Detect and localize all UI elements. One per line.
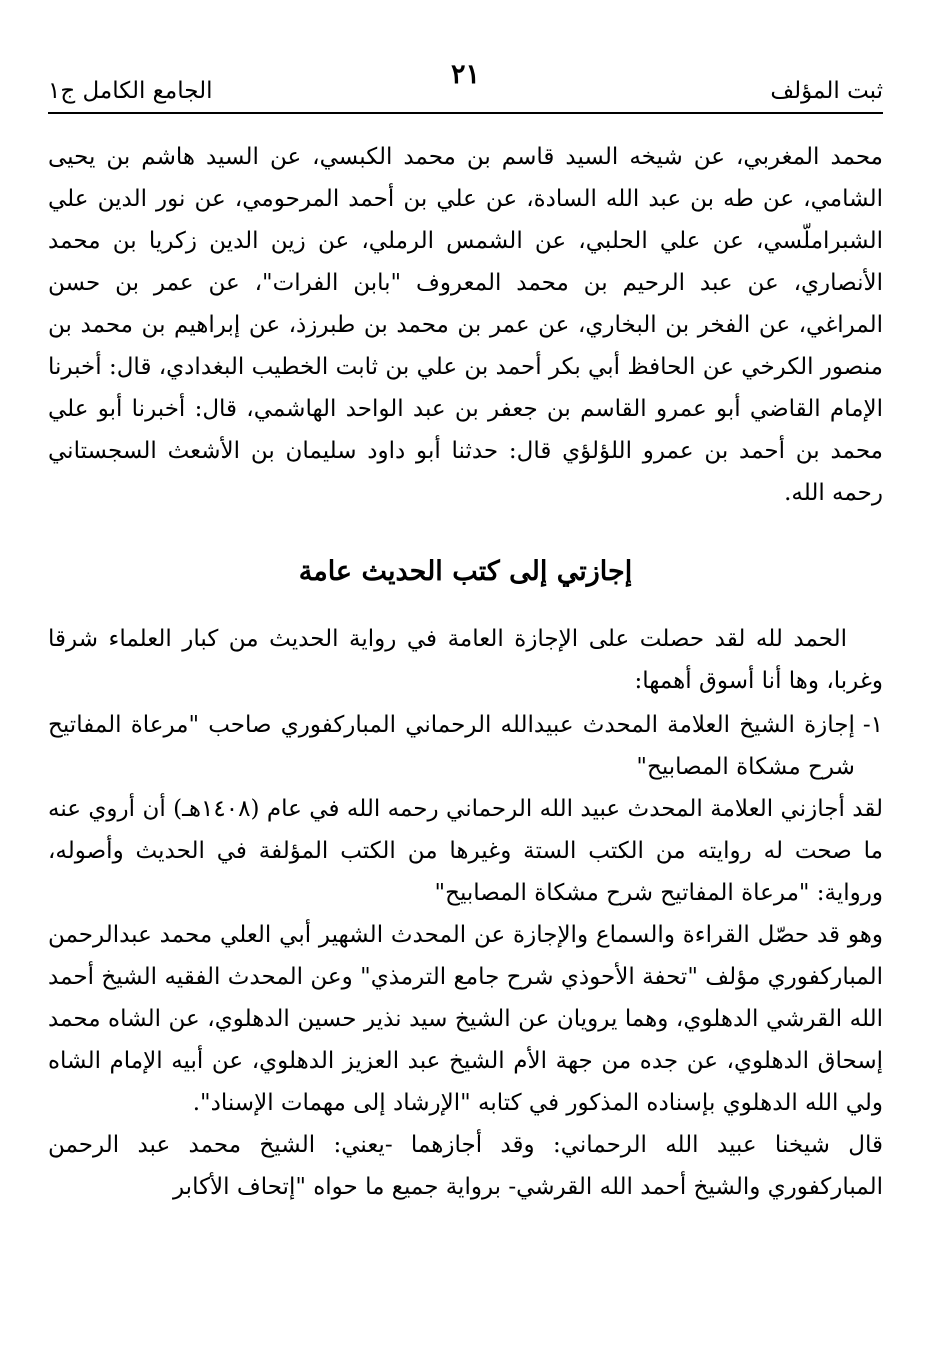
list-item [48,704,883,788]
header-book-title-left: الجامع الكامل ج١ [48,78,213,104]
quote-paragraph: قال شيخنا عبيد الله الرحماني: وقد أجازهما -يعني: الشيخ محمد عبد الرحمن المباركفوري والشيخ أحمد الله القرشي- برواية جميع ما حواه "إتحاف الأكابر [48,1132,883,1200]
section-heading: إجازتي إلى كتب الحديث عامة [298,556,633,587]
chain-paragraph: محمد المغربي، عن شيخه السيد قاسم بن محمد الكبسي، عن السيد هاشم بن يحيى الشامي، عن طه بن عبد الله السادة، عن علي بن أحمد المرحومي، عن نور الدين علي الشبراملّسي، عن علي الحلبي، عن الشمس الرملي، عن زين الدين زكريا بن محمد الأنصاري، عن عبد الرحيم بن محمد المعروف "بابن الفرات"، عن عمر بن حسن المراغي، عن الفخر بن البخاري، عن عمر بن محمد بن طبرزذ، عن إبراهيم بن محمد بن منصور الكرخي عن الحافظ أبي بكر أحمد بن علي بن ثابت الخطيب البغدادي، قال: أخبرنا الإمام القاضي أبو عمرو القاسم بن جعفر بن عبد الواحد الهاشمي، قال: أخبرنا أبو علي محمد بن أحمد بن عمرو اللؤلؤي قال: حدثنا أبو داود سليمان بن الأشعث السجستاني رحمه الله. [48,144,883,506]
running-header [48,60,883,106]
list-item-text: إجازة الشيخ العلامة المحدث عبيدالله الرحماني المباركفوري صاحب "مرعاة المفاتيح شرح مشكاة المصابيح" [48,712,855,780]
chain-paragraph-2: وهو قد حصّل القراءة والسماع والإجازة عن المحدث الشهير أبي العلي محمد عبدالرحمن المباركفوري مؤلف "تحفة الأحوذي شرح جامع الترمذي" وعن المحدث الفقيه الشيخ أحمد الله القرشي الدهلوي، وهما يرويان عن الشيخ سيد نذير حسين الدهلوي، عن الشاه محمد إسحاق الدهلوي، عن جده من جهة الأم الشيخ عبد العزيز الدهلوي، عن أبيه الإمام الشاه ولي الله الدهلوي بإسناده المذكور في كتابه "الإرشاد إلى مهمات الإسناد". [48,922,883,1116]
page-body [48,136,883,1208]
header-book-title-right: ثبت المؤلف [770,78,883,104]
page-number: ٢١ [450,59,480,90]
intro-paragraph: الحمد لله لقد حصلت على الإجازة العامة في رواية الحديث من كبار العلماء شرقا وغربا، وها أنا أسوق أهمها: [48,626,883,694]
list-item-number: ١- [862,712,883,738]
header-divider [48,112,883,114]
ijaza-paragraph: لقد أجازني العلامة المحدث عبيد الله الرحماني رحمه الله في عام (١٤٠٨هـ) أن أروي عنه ما صحت له روايته من الكتب الستة وغيرها من الكتب المؤلفة في الحديث وأصوله، ورواية: "مرعاة المفاتيح شرح مشكاة المصابيح" [48,796,883,906]
